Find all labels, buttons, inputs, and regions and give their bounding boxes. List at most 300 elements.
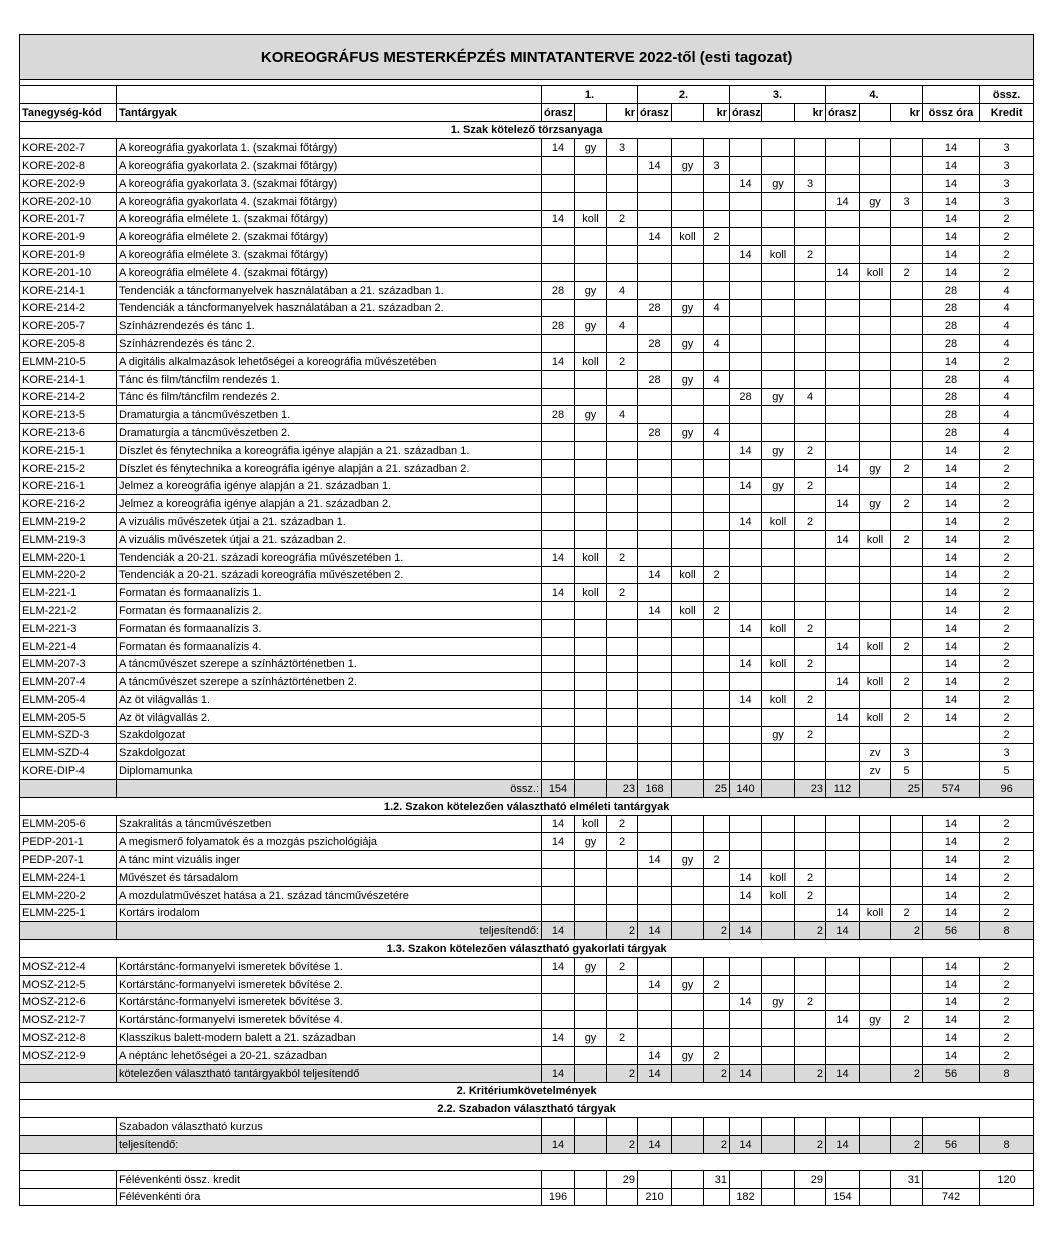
- total-credit: 2: [980, 530, 1034, 548]
- course-name: Tendenciák a 20-21. századi koreográfia művészetében 2.: [117, 566, 542, 584]
- total-hours: 14: [923, 619, 980, 637]
- semester-credit: [891, 869, 923, 887]
- semester-hours: [826, 317, 860, 335]
- total-hours: 14: [923, 192, 980, 210]
- course-row: [20, 655, 1034, 673]
- semester-credit: 2: [704, 1047, 730, 1065]
- table-cell: [762, 1188, 795, 1206]
- semester-hours: 14: [730, 619, 762, 637]
- course-name: A mozdulatművészet hatása a 21. század táncművészetére: [117, 886, 542, 904]
- total-semester-credit: 2: [704, 1136, 730, 1154]
- total-semester-hours: 14: [730, 1136, 762, 1154]
- semester-credit: [795, 210, 826, 228]
- semester-hours: [638, 619, 672, 637]
- header-type: [575, 103, 607, 121]
- total-semester-credit: 25: [891, 780, 923, 798]
- semester-hours: [542, 263, 575, 281]
- semester-type: [762, 1047, 795, 1065]
- course-row: [20, 691, 1034, 709]
- semester-hours: [638, 210, 672, 228]
- total-credit: 3: [980, 744, 1034, 762]
- total-semester-type: [672, 922, 704, 940]
- total-semester-credit: 2: [795, 1136, 826, 1154]
- semester-type: [575, 975, 607, 993]
- semester-credit: 2: [704, 566, 730, 584]
- total-semester-type: [575, 1136, 607, 1154]
- course-code: KORE-215-2: [20, 459, 117, 477]
- semester-hours: 14: [730, 691, 762, 709]
- course-code: MOSZ-212-6: [20, 993, 117, 1011]
- total-credit: 5: [980, 762, 1034, 780]
- semester-hours: [638, 495, 672, 513]
- total-credit: 2: [980, 637, 1034, 655]
- course-code: KORE-214-1: [20, 370, 117, 388]
- course-code: ELMM-205-5: [20, 708, 117, 726]
- semester-credit: [795, 637, 826, 655]
- semester-credit: 4: [795, 388, 826, 406]
- total-hours: 14: [923, 637, 980, 655]
- course-code: KORE-205-8: [20, 335, 117, 353]
- semester-hours: [542, 477, 575, 495]
- semester-hours: [826, 513, 860, 531]
- semester-hours: [542, 157, 575, 175]
- semester-hours: [542, 993, 575, 1011]
- semester-hours: 14: [542, 352, 575, 370]
- semester-credit: 2: [795, 477, 826, 495]
- semester-type: [860, 406, 891, 424]
- semester-hours: 14: [826, 495, 860, 513]
- course-code: PEDP-201-1: [20, 833, 117, 851]
- semester-type: [860, 388, 891, 406]
- semester-type: gy: [575, 139, 607, 157]
- semester-hours: 14: [638, 602, 672, 620]
- header-kr: kr: [795, 103, 826, 121]
- total-semester-credit: 23: [607, 780, 638, 798]
- total-semester-credit: 25: [704, 780, 730, 798]
- semester-type: [860, 975, 891, 993]
- header-kr: kr: [891, 103, 923, 121]
- semester-credit: [607, 246, 638, 264]
- semester-credit: 2: [795, 726, 826, 744]
- semester-type: [762, 228, 795, 246]
- semester-type: [672, 317, 704, 335]
- semester-hours: [542, 602, 575, 620]
- semester-type: gy: [860, 459, 891, 477]
- semester-credit: [607, 263, 638, 281]
- total-semester-credit: 2: [607, 922, 638, 940]
- semester-hours: [638, 174, 672, 192]
- semester-credit: [704, 459, 730, 477]
- total-semester-credit: 23: [795, 780, 826, 798]
- semester-hours: [826, 726, 860, 744]
- semester-credit: [795, 833, 826, 851]
- semester-hours: [542, 975, 575, 993]
- total-hours: 14: [923, 513, 980, 531]
- semester-hours: [730, 975, 762, 993]
- semester-hours: [826, 281, 860, 299]
- total-credit: 2: [980, 815, 1034, 833]
- semester-hours: 14: [826, 192, 860, 210]
- total-hours: 28: [923, 299, 980, 317]
- total-semester-hours: 14: [638, 922, 672, 940]
- course-row: [20, 352, 1034, 370]
- semester-hours: 14: [638, 566, 672, 584]
- semester-type: [575, 1047, 607, 1065]
- course-name: A koreográfia elmélete 1. (szakmai főtárgy): [117, 210, 542, 228]
- semester-hours: [638, 192, 672, 210]
- semester-credit: 2: [607, 815, 638, 833]
- semester-credit: 2: [795, 246, 826, 264]
- semester-hours: [638, 513, 672, 531]
- semester-type: [860, 602, 891, 620]
- table-cell: [923, 1170, 980, 1188]
- total-semester-hours: 14: [826, 922, 860, 940]
- semester-credit: [704, 691, 730, 709]
- semester-credit: [607, 708, 638, 726]
- semester-hours: 28: [638, 335, 672, 353]
- semester-credit: [795, 406, 826, 424]
- total-credit: 4: [980, 424, 1034, 442]
- semester-credit: [704, 904, 730, 922]
- summary-semester-hours: 154: [826, 1188, 860, 1206]
- semester-hours: [730, 833, 762, 851]
- semester-type: [762, 192, 795, 210]
- semester-hours: [730, 495, 762, 513]
- semester-credit: [704, 619, 730, 637]
- course-code: KORE-202-10: [20, 192, 117, 210]
- semester-credit: [891, 388, 923, 406]
- semester-credit: [607, 744, 638, 762]
- semester-type: [672, 139, 704, 157]
- semester-hours: [730, 602, 762, 620]
- summary-credit-row: [20, 1170, 1034, 1188]
- semester-credit: 3: [795, 174, 826, 192]
- semester-hours: [638, 1029, 672, 1047]
- semester-hours: [826, 886, 860, 904]
- semester-type: [575, 370, 607, 388]
- semester-hours: [826, 477, 860, 495]
- total-hours: 14: [923, 174, 980, 192]
- total-hours: 28: [923, 370, 980, 388]
- semester-hours: [542, 441, 575, 459]
- semester-type: [762, 406, 795, 424]
- semester-type: [575, 673, 607, 691]
- semester-credit: [891, 886, 923, 904]
- total-hours: 14: [923, 833, 980, 851]
- semester-type: [860, 691, 891, 709]
- semester-hours: 14: [826, 708, 860, 726]
- semester-credit: [704, 744, 730, 762]
- course-row: [20, 424, 1034, 442]
- semester-type: [575, 762, 607, 780]
- course-code: ELM-221-3: [20, 619, 117, 637]
- total-credit: 2: [980, 548, 1034, 566]
- semester-type: [860, 281, 891, 299]
- course-code: KORE-216-1: [20, 477, 117, 495]
- course-row: [20, 726, 1034, 744]
- semester-hours: [730, 530, 762, 548]
- semester-credit: [704, 192, 730, 210]
- semester-credit: [704, 1029, 730, 1047]
- semester-credit: [607, 566, 638, 584]
- free-title-row: [20, 1100, 1034, 1118]
- table-cell: [762, 1118, 795, 1136]
- semester-credit: [795, 851, 826, 869]
- header-orasz: órasz: [730, 103, 762, 121]
- semester-type: koll: [860, 637, 891, 655]
- course-row: [20, 673, 1034, 691]
- header-subjects: Tantárgyak: [117, 103, 542, 121]
- course-row: [20, 139, 1034, 157]
- semester-type: [575, 744, 607, 762]
- semester-hours: [730, 708, 762, 726]
- table-cell: [20, 1188, 117, 1206]
- semester-credit: [607, 975, 638, 993]
- course-name: Formatan és formaanalízis 3.: [117, 619, 542, 637]
- total-credit: 2: [980, 1047, 1034, 1065]
- semester-type: [575, 477, 607, 495]
- semester-hours: [826, 851, 860, 869]
- semester-hours: [730, 744, 762, 762]
- course-code: ELMM-207-3: [20, 655, 117, 673]
- semester-hours: [730, 157, 762, 175]
- course-code: KORE-213-6: [20, 424, 117, 442]
- course-code: MOSZ-212-4: [20, 958, 117, 976]
- semester-hours: [826, 566, 860, 584]
- semester-credit: [607, 762, 638, 780]
- total-semester-hours: 14: [826, 1064, 860, 1082]
- semester-type: [860, 566, 891, 584]
- total-hours: 56: [923, 1136, 980, 1154]
- course-row: [20, 263, 1034, 281]
- semester-credit: 2: [891, 263, 923, 281]
- course-code: MOSZ-212-9: [20, 1047, 117, 1065]
- semester-credit: [795, 495, 826, 513]
- semester-hours: [826, 370, 860, 388]
- summary-semester-credit: 31: [891, 1170, 923, 1188]
- table-cell: [672, 1170, 704, 1188]
- semester-type: [575, 192, 607, 210]
- course-code: KORE-201-9: [20, 228, 117, 246]
- spacer-cell: [20, 1153, 1034, 1170]
- total-semester-type: [762, 922, 795, 940]
- semester-credit: 2: [607, 584, 638, 602]
- semester-type: [575, 246, 607, 264]
- table-cell: [860, 1118, 891, 1136]
- course-name: Kortárstánc-formanyelvi ismeretek bővítése 2.: [117, 975, 542, 993]
- semester-type: [575, 886, 607, 904]
- course-name: Jelmez a koreográfia igénye alapján a 21. században 1.: [117, 477, 542, 495]
- semester-hours: [638, 726, 672, 744]
- semester-credit: [607, 869, 638, 887]
- semester-credit: 2: [795, 513, 826, 531]
- semester-hours: [826, 1029, 860, 1047]
- semester-credit: [607, 851, 638, 869]
- semester-hours: [542, 335, 575, 353]
- semester-hours: [542, 174, 575, 192]
- course-name: Kortárstánc-formanyelvi ismeretek bővítése 4.: [117, 1011, 542, 1029]
- semester-credit: [607, 335, 638, 353]
- course-code: MOSZ-212-8: [20, 1029, 117, 1047]
- semester-hours: [826, 744, 860, 762]
- header-code: Tanegység-kód: [20, 103, 117, 121]
- table-cell: [607, 1188, 638, 1206]
- course-code: PEDP-207-1: [20, 851, 117, 869]
- header-kr: kr: [607, 103, 638, 121]
- total-semester-hours: 154: [542, 780, 575, 798]
- page-title: KOREOGRÁFUS MESTERKÉPZÉS MINTATANTERVE 2022-től (esti tagozat): [20, 35, 1034, 80]
- header-ossz-ora: össz óra: [923, 103, 980, 121]
- semester-hours: 14: [730, 886, 762, 904]
- semester-credit: 3: [891, 192, 923, 210]
- course-name: Tánc és film/táncfilm rendezés 2.: [117, 388, 542, 406]
- semester-credit: 2: [891, 904, 923, 922]
- semester-type: [672, 904, 704, 922]
- semester-credit: [704, 495, 730, 513]
- semester-hours: [826, 441, 860, 459]
- semester-credit: 2: [704, 228, 730, 246]
- course-row: [20, 602, 1034, 620]
- course-code: KORE-215-1: [20, 441, 117, 459]
- course-row: [20, 441, 1034, 459]
- semester-type: [762, 708, 795, 726]
- table-cell: [672, 1188, 704, 1206]
- semester-credit: [891, 584, 923, 602]
- total-semester-type: [575, 1064, 607, 1082]
- header-orasz: órasz: [638, 103, 672, 121]
- course-name: Dramaturgia a táncművészetben 2.: [117, 424, 542, 442]
- semester-credit: [704, 317, 730, 335]
- semester-hours: 28: [638, 370, 672, 388]
- course-row: [20, 584, 1034, 602]
- semester-type: [672, 691, 704, 709]
- total-hours: 14: [923, 441, 980, 459]
- course-name: A néptánc lehetőségei a 20-21. században: [117, 1047, 542, 1065]
- course-name: Kortárstánc-formanyelvi ismeretek bővítése 1.: [117, 958, 542, 976]
- table-cell: [575, 1118, 607, 1136]
- course-code: MOSZ-212-7: [20, 1011, 117, 1029]
- total-hours: 14: [923, 566, 980, 584]
- semester-hours: [542, 388, 575, 406]
- total-semester-credit: 2: [704, 922, 730, 940]
- course-code: ELMM-207-4: [20, 673, 117, 691]
- total-semester-type: [575, 780, 607, 798]
- total-semester-credit: 2: [607, 1136, 638, 1154]
- semester-hours: [542, 637, 575, 655]
- course-row: [20, 406, 1034, 424]
- course-row: [20, 157, 1034, 175]
- semester-credit: [891, 958, 923, 976]
- semester-hours: [638, 281, 672, 299]
- table-cell: [575, 1188, 607, 1206]
- semester-hours: 28: [542, 406, 575, 424]
- semester-credit: [704, 726, 730, 744]
- title-row: [20, 35, 1034, 80]
- total-credit: 2: [980, 886, 1034, 904]
- semester-hours: [826, 869, 860, 887]
- course-name: A koreográfia elmélete 3. (szakmai főtárgy): [117, 246, 542, 264]
- total-credit: 4: [980, 335, 1034, 353]
- course-name: Tendenciák a táncformanyelvek használatában a 21. században 1.: [117, 281, 542, 299]
- semester-type: [575, 388, 607, 406]
- total-hours: 14: [923, 602, 980, 620]
- section-title: 1.2. Szakon kötelezően választható elméleti tantárgyak: [20, 797, 1034, 815]
- semester-hours: 14: [730, 174, 762, 192]
- semester-type: [860, 1047, 891, 1065]
- semester-type: koll: [575, 584, 607, 602]
- course-code: ELMM-210-5: [20, 352, 117, 370]
- total-credit: 2: [980, 851, 1034, 869]
- criteria-title-row: [20, 1082, 1034, 1100]
- semester-type: [575, 335, 607, 353]
- table-cell: [20, 1118, 117, 1136]
- total-credit: 4: [980, 406, 1034, 424]
- total-credit: 2: [980, 869, 1034, 887]
- semester-credit: 5: [891, 762, 923, 780]
- total-label: teljesítendő:: [117, 1136, 542, 1154]
- total-credit: 3: [980, 174, 1034, 192]
- semester-hours: [638, 263, 672, 281]
- course-row: [20, 459, 1034, 477]
- header-row-columns: [20, 103, 1034, 121]
- total-credit: 2: [980, 459, 1034, 477]
- semester-type: [672, 744, 704, 762]
- total-credit: 2: [980, 673, 1034, 691]
- total-hours: 28: [923, 281, 980, 299]
- semester-hours: [638, 459, 672, 477]
- total-empty: [20, 1064, 117, 1082]
- total-hours: 14: [923, 886, 980, 904]
- semester-type: gy: [762, 441, 795, 459]
- total-credit: 4: [980, 388, 1034, 406]
- semester-type: [762, 495, 795, 513]
- semester-hours: 28: [730, 388, 762, 406]
- course-code: KORE-202-8: [20, 157, 117, 175]
- semester-hours: 14: [730, 477, 762, 495]
- semester-type: [860, 958, 891, 976]
- semester-credit: [704, 406, 730, 424]
- semester-credit: 2: [795, 655, 826, 673]
- semester-type: [672, 495, 704, 513]
- course-code: KORE-214-1: [20, 281, 117, 299]
- total-hours: 28: [923, 406, 980, 424]
- semester-credit: [704, 708, 730, 726]
- semester-hours: 14: [542, 584, 575, 602]
- semester-type: [860, 584, 891, 602]
- total-semester-credit: 2: [795, 1064, 826, 1082]
- course-name: A táncművészet szerepe a színháztörténetben 1.: [117, 655, 542, 673]
- semester-type: [575, 157, 607, 175]
- semester-type: [762, 566, 795, 584]
- total-credit: 3: [980, 139, 1034, 157]
- semester-type: [575, 459, 607, 477]
- course-name: Az öt világvallás 2.: [117, 708, 542, 726]
- course-code: ELMM-SZD-4: [20, 744, 117, 762]
- total-row: [20, 922, 1034, 940]
- semester-hours: [826, 958, 860, 976]
- total-semester-credit: 2: [795, 922, 826, 940]
- semester-credit: 2: [795, 869, 826, 887]
- semester-hours: [638, 477, 672, 495]
- semester-credit: [704, 139, 730, 157]
- total-hours: 14: [923, 548, 980, 566]
- course-name: A táncművészet szerepe a színháztörténetben 2.: [117, 673, 542, 691]
- course-name: A tánc mint vizuális inger: [117, 851, 542, 869]
- semester-credit: [795, 744, 826, 762]
- total-empty: [20, 1136, 117, 1154]
- semester-hours: [730, 851, 762, 869]
- course-name: Szakralitás a táncművészetben: [117, 815, 542, 833]
